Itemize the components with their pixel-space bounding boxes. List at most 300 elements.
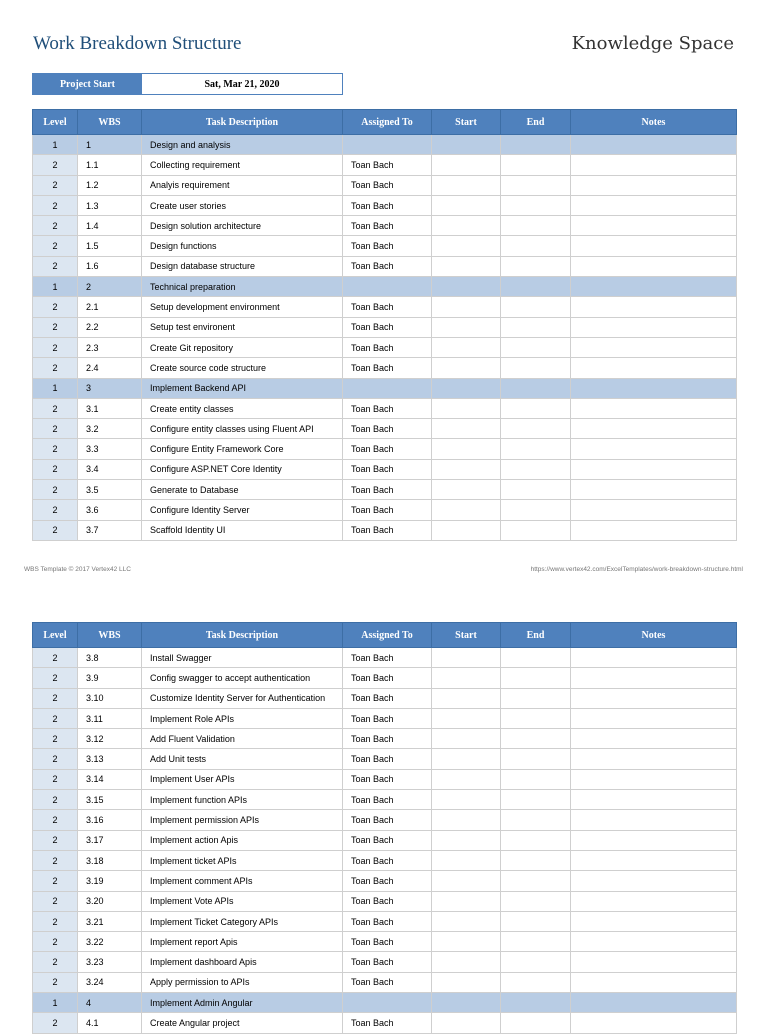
start-cell[interactable]	[432, 729, 501, 749]
wbs-table-page-2	[32, 622, 737, 1034]
notes-cell[interactable]	[571, 459, 737, 479]
end-cell[interactable]	[501, 500, 571, 520]
assigned-to-cell[interactable]: Toan Bach	[343, 830, 432, 850]
level-cell[interactable]: 2	[33, 317, 78, 337]
task-description-cell[interactable]: Create Git repository	[142, 337, 343, 357]
assigned-to-cell[interactable]: Toan Bach	[343, 297, 432, 317]
level-cell[interactable]: 2	[33, 195, 78, 215]
start-cell[interactable]	[432, 871, 501, 891]
end-cell[interactable]	[501, 1013, 571, 1033]
end-cell[interactable]	[501, 648, 571, 668]
notes-cell[interactable]	[571, 810, 737, 830]
level-cell[interactable]: 2	[33, 520, 78, 540]
notes-cell[interactable]	[571, 256, 737, 276]
table-row	[33, 729, 737, 749]
level-cell[interactable]: 2	[33, 810, 78, 830]
table-row	[33, 993, 737, 1013]
assigned-to-cell[interactable]: Toan Bach	[343, 729, 432, 749]
notes-cell[interactable]	[571, 439, 737, 459]
start-cell[interactable]	[432, 993, 501, 1013]
assigned-to-cell[interactable]	[343, 277, 432, 297]
assigned-to-cell[interactable]: Toan Bach	[343, 500, 432, 520]
table-row	[33, 317, 737, 337]
notes-cell[interactable]	[571, 749, 737, 769]
start-cell[interactable]	[432, 175, 501, 195]
wbs-cell[interactable]: 3.17	[78, 830, 142, 850]
end-cell[interactable]	[501, 439, 571, 459]
notes-cell[interactable]	[571, 972, 737, 992]
level-cell[interactable]: 2	[33, 729, 78, 749]
notes-cell[interactable]	[571, 708, 737, 728]
assigned-to-cell[interactable]: Toan Bach	[343, 891, 432, 911]
wbs-cell[interactable]: 2.1	[78, 297, 142, 317]
level-cell[interactable]: 2	[33, 891, 78, 911]
start-cell[interactable]	[432, 850, 501, 870]
start-cell[interactable]	[432, 337, 501, 357]
start-cell[interactable]	[432, 236, 501, 256]
project-start-value[interactable]: Sat, Mar 21, 2020	[204, 78, 280, 90]
wbs-cell[interactable]: 3.8	[78, 648, 142, 668]
task-description-cell[interactable]: Configure Identity Server	[142, 500, 343, 520]
table-row	[33, 135, 737, 155]
start-cell[interactable]	[432, 378, 501, 398]
notes-cell[interactable]	[571, 378, 737, 398]
task-description-cell[interactable]: Implement ticket APIs	[142, 850, 343, 870]
start-cell[interactable]	[432, 911, 501, 931]
footer-url[interactable]: https://www.vertex42.com/ExcelTemplates/work-breakdown-structure.html	[530, 566, 743, 573]
notes-cell[interactable]	[571, 337, 737, 357]
column-header-notes: Notes	[571, 623, 737, 648]
notes-cell[interactable]	[571, 790, 737, 810]
level-cell[interactable]: 2	[33, 972, 78, 992]
end-cell[interactable]	[501, 520, 571, 540]
assigned-to-cell[interactable]: Toan Bach	[343, 419, 432, 439]
task-description-cell[interactable]: Setup development environment	[142, 297, 343, 317]
assigned-to-cell[interactable]: Toan Bach	[343, 459, 432, 479]
wbs-cell[interactable]: 1.2	[78, 175, 142, 195]
end-cell[interactable]	[501, 749, 571, 769]
start-cell[interactable]	[432, 277, 501, 297]
level-cell[interactable]: 1	[33, 378, 78, 398]
assigned-to-cell[interactable]: Toan Bach	[343, 398, 432, 418]
column-header-level: Level	[33, 110, 78, 135]
wbs-cell[interactable]: 2.4	[78, 358, 142, 378]
task-description-cell[interactable]: Design functions	[142, 236, 343, 256]
notes-cell[interactable]	[571, 135, 737, 155]
notes-cell[interactable]	[571, 317, 737, 337]
end-cell[interactable]	[501, 155, 571, 175]
end-cell[interactable]	[501, 729, 571, 749]
start-cell[interactable]	[432, 195, 501, 215]
assigned-to-cell[interactable]: Toan Bach	[343, 480, 432, 500]
notes-cell[interactable]	[571, 1013, 737, 1033]
level-cell[interactable]: 1	[33, 993, 78, 1013]
task-description-cell[interactable]: Implement User APIs	[142, 769, 343, 789]
task-description-cell[interactable]: Add Unit tests	[142, 749, 343, 769]
task-description-cell[interactable]: Implement comment APIs	[142, 871, 343, 891]
assigned-to-cell[interactable]: Toan Bach	[343, 708, 432, 728]
notes-cell[interactable]	[571, 932, 737, 952]
assigned-to-cell[interactable]: Toan Bach	[343, 175, 432, 195]
level-cell[interactable]: 1	[33, 277, 78, 297]
level-cell[interactable]: 2	[33, 480, 78, 500]
assigned-to-cell[interactable]	[343, 378, 432, 398]
task-description-cell[interactable]: Configure Entity Framework Core	[142, 439, 343, 459]
assigned-to-cell[interactable]: Toan Bach	[343, 195, 432, 215]
end-cell[interactable]	[501, 398, 571, 418]
wbs-cell[interactable]: 3	[78, 378, 142, 398]
start-cell[interactable]	[432, 810, 501, 830]
level-cell[interactable]: 2	[33, 749, 78, 769]
wbs-cell[interactable]: 3.1	[78, 398, 142, 418]
level-cell[interactable]: 2	[33, 952, 78, 972]
level-cell[interactable]: 2	[33, 688, 78, 708]
wbs-cell[interactable]: 3.20	[78, 891, 142, 911]
start-cell[interactable]	[432, 216, 501, 236]
column-header-task-description: Task Description	[142, 110, 343, 135]
start-cell[interactable]	[432, 891, 501, 911]
level-cell[interactable]: 2	[33, 419, 78, 439]
task-description-cell[interactable]: Implement Role APIs	[142, 708, 343, 728]
table-row	[33, 337, 737, 357]
wbs-cell[interactable]: 3.10	[78, 688, 142, 708]
task-description-cell[interactable]: Create source code structure	[142, 358, 343, 378]
end-cell[interactable]	[501, 378, 571, 398]
wbs-cell[interactable]: 1.1	[78, 155, 142, 175]
level-cell[interactable]: 2	[33, 500, 78, 520]
task-description-cell[interactable]: Configure ASP.NET Core Identity	[142, 459, 343, 479]
table-row	[33, 708, 737, 728]
level-cell[interactable]: 2	[33, 337, 78, 357]
task-description-cell[interactable]: Implement Ticket Category APIs	[142, 911, 343, 931]
task-description-cell[interactable]: Implement report Apis	[142, 932, 343, 952]
assigned-to-cell[interactable]	[343, 993, 432, 1013]
task-description-cell[interactable]: Implement Backend API	[142, 378, 343, 398]
task-description-cell[interactable]: Design and analysis	[142, 135, 343, 155]
table-row	[33, 378, 737, 398]
end-cell[interactable]	[501, 175, 571, 195]
task-description-cell[interactable]: Customize Identity Server for Authentication	[142, 688, 343, 708]
column-header-assigned-to: Assigned To	[343, 623, 432, 648]
end-cell[interactable]	[501, 668, 571, 688]
notes-cell[interactable]	[571, 175, 737, 195]
end-cell[interactable]	[501, 830, 571, 850]
task-description-cell[interactable]: Implement permission APIs	[142, 810, 343, 830]
start-cell[interactable]	[432, 439, 501, 459]
assigned-to-cell[interactable]: Toan Bach	[343, 358, 432, 378]
level-cell[interactable]: 2	[33, 769, 78, 789]
wbs-cell[interactable]: 3.4	[78, 459, 142, 479]
start-cell[interactable]	[432, 708, 501, 728]
task-description-cell[interactable]: Design solution architecture	[142, 216, 343, 236]
notes-cell[interactable]	[571, 297, 737, 317]
wbs-cell[interactable]: 1.6	[78, 256, 142, 276]
start-cell[interactable]	[432, 1013, 501, 1033]
level-cell[interactable]: 2	[33, 668, 78, 688]
wbs-cell[interactable]: 3.9	[78, 668, 142, 688]
start-cell[interactable]	[432, 932, 501, 952]
assigned-to-cell[interactable]: Toan Bach	[343, 520, 432, 540]
end-cell[interactable]	[501, 708, 571, 728]
notes-cell[interactable]	[571, 358, 737, 378]
notes-cell[interactable]	[571, 236, 737, 256]
notes-cell[interactable]	[571, 195, 737, 215]
start-cell[interactable]	[432, 358, 501, 378]
task-description-cell[interactable]: Scaffold Identity UI	[142, 520, 343, 540]
start-cell[interactable]	[432, 480, 501, 500]
start-cell[interactable]	[432, 972, 501, 992]
level-cell[interactable]: 2	[33, 175, 78, 195]
notes-cell[interactable]	[571, 769, 737, 789]
start-cell[interactable]	[432, 398, 501, 418]
wbs-cell[interactable]: 3.14	[78, 769, 142, 789]
wbs-cell[interactable]: 1	[78, 135, 142, 155]
start-cell[interactable]	[432, 769, 501, 789]
end-cell[interactable]	[501, 911, 571, 931]
end-cell[interactable]	[501, 216, 571, 236]
level-cell[interactable]: 2	[33, 790, 78, 810]
level-cell[interactable]: 2	[33, 708, 78, 728]
assigned-to-cell[interactable]: Toan Bach	[343, 1013, 432, 1033]
start-cell[interactable]	[432, 952, 501, 972]
end-cell[interactable]	[501, 993, 571, 1013]
level-cell[interactable]: 2	[33, 358, 78, 378]
wbs-cell[interactable]: 3.19	[78, 871, 142, 891]
wbs-cell[interactable]: 3.5	[78, 480, 142, 500]
wbs-cell[interactable]: 1.3	[78, 195, 142, 215]
notes-cell[interactable]	[571, 668, 737, 688]
end-cell[interactable]	[501, 871, 571, 891]
column-header-wbs: WBS	[78, 623, 142, 648]
notes-cell[interactable]	[571, 952, 737, 972]
task-description-cell[interactable]: Implement Vote APIs	[142, 891, 343, 911]
start-cell[interactable]	[432, 648, 501, 668]
assigned-to-cell[interactable]: Toan Bach	[343, 871, 432, 891]
wbs-cell[interactable]: 3.16	[78, 810, 142, 830]
column-header-level: Level	[33, 623, 78, 648]
wbs-cell[interactable]: 2	[78, 277, 142, 297]
level-cell[interactable]: 2	[33, 850, 78, 870]
column-header-end: End	[501, 110, 571, 135]
end-cell[interactable]	[501, 891, 571, 911]
notes-cell[interactable]	[571, 155, 737, 175]
end-cell[interactable]	[501, 256, 571, 276]
assigned-to-cell[interactable]: Toan Bach	[343, 688, 432, 708]
task-description-cell[interactable]: Setup test environent	[142, 317, 343, 337]
end-cell[interactable]	[501, 952, 571, 972]
end-cell[interactable]	[501, 972, 571, 992]
assigned-to-cell[interactable]: Toan Bach	[343, 155, 432, 175]
task-description-cell[interactable]: Add Fluent Validation	[142, 729, 343, 749]
wbs-cell[interactable]: 3.22	[78, 932, 142, 952]
end-cell[interactable]	[501, 850, 571, 870]
notes-cell[interactable]	[571, 830, 737, 850]
start-cell[interactable]	[432, 135, 501, 155]
notes-cell[interactable]	[571, 911, 737, 931]
task-description-cell[interactable]: Create Angular project	[142, 1013, 343, 1033]
start-cell[interactable]	[432, 317, 501, 337]
table-row	[33, 398, 737, 418]
assigned-to-cell[interactable]: Toan Bach	[343, 236, 432, 256]
notes-cell[interactable]	[571, 871, 737, 891]
notes-cell[interactable]	[571, 729, 737, 749]
assigned-to-cell[interactable]: Toan Bach	[343, 317, 432, 337]
table-row	[33, 830, 737, 850]
level-cell[interactable]: 2	[33, 932, 78, 952]
end-cell[interactable]	[501, 810, 571, 830]
start-cell[interactable]	[432, 419, 501, 439]
start-cell[interactable]	[432, 520, 501, 540]
task-description-cell[interactable]: Analyis requirement	[142, 175, 343, 195]
end-cell[interactable]	[501, 195, 571, 215]
level-cell[interactable]: 2	[33, 648, 78, 668]
task-description-cell[interactable]: Install Swagger	[142, 648, 343, 668]
assigned-to-cell[interactable]: Toan Bach	[343, 972, 432, 992]
notes-cell[interactable]	[571, 891, 737, 911]
start-cell[interactable]	[432, 459, 501, 479]
assigned-to-cell[interactable]: Toan Bach	[343, 810, 432, 830]
end-cell[interactable]	[501, 459, 571, 479]
level-cell[interactable]: 2	[33, 459, 78, 479]
wbs-cell[interactable]: 1.4	[78, 216, 142, 236]
task-description-cell[interactable]: Generate to Database	[142, 480, 343, 500]
level-cell[interactable]: 2	[33, 155, 78, 175]
task-description-cell[interactable]: Technical preparation	[142, 277, 343, 297]
notes-cell[interactable]	[571, 398, 737, 418]
task-description-cell[interactable]: Collecting requirement	[142, 155, 343, 175]
assigned-to-cell[interactable]: Toan Bach	[343, 790, 432, 810]
assigned-to-cell[interactable]: Toan Bach	[343, 850, 432, 870]
notes-cell[interactable]	[571, 216, 737, 236]
end-cell[interactable]	[501, 297, 571, 317]
level-cell[interactable]: 2	[33, 871, 78, 891]
assigned-to-cell[interactable]: Toan Bach	[343, 952, 432, 972]
task-description-cell[interactable]: Implement dashboard Apis	[142, 952, 343, 972]
level-cell[interactable]: 2	[33, 830, 78, 850]
wbs-cell[interactable]: 3.6	[78, 500, 142, 520]
assigned-to-cell[interactable]: Toan Bach	[343, 648, 432, 668]
level-cell[interactable]: 2	[33, 236, 78, 256]
wbs-cell[interactable]: 3.23	[78, 952, 142, 972]
wbs-cell[interactable]: 4	[78, 993, 142, 1013]
assigned-to-cell[interactable]: Toan Bach	[343, 439, 432, 459]
end-cell[interactable]	[501, 277, 571, 297]
start-cell[interactable]	[432, 830, 501, 850]
start-cell[interactable]	[432, 500, 501, 520]
end-cell[interactable]	[501, 337, 571, 357]
wbs-cell[interactable]: 3.7	[78, 520, 142, 540]
task-description-cell[interactable]: Design database structure	[142, 256, 343, 276]
assigned-to-cell[interactable]: Toan Bach	[343, 256, 432, 276]
end-cell[interactable]	[501, 135, 571, 155]
wbs-cell[interactable]: 3.3	[78, 439, 142, 459]
task-description-cell[interactable]: Create user stories	[142, 195, 343, 215]
assigned-to-cell[interactable]: Toan Bach	[343, 769, 432, 789]
task-description-cell[interactable]: Apply permission to APIs	[142, 972, 343, 992]
start-cell[interactable]	[432, 155, 501, 175]
table-row	[33, 236, 737, 256]
end-cell[interactable]	[501, 236, 571, 256]
wbs-cell[interactable]: 3.18	[78, 850, 142, 870]
start-cell[interactable]	[432, 790, 501, 810]
wbs-cell[interactable]: 3.21	[78, 911, 142, 931]
table-row	[33, 749, 737, 769]
wbs-cell[interactable]: 3.12	[78, 729, 142, 749]
start-cell[interactable]	[432, 668, 501, 688]
end-cell[interactable]	[501, 932, 571, 952]
start-cell[interactable]	[432, 297, 501, 317]
level-cell[interactable]: 2	[33, 216, 78, 236]
end-cell[interactable]	[501, 688, 571, 708]
brand-name: Knowledge Space	[571, 33, 734, 54]
table-row	[33, 648, 737, 668]
notes-cell[interactable]	[571, 419, 737, 439]
end-cell[interactable]	[501, 769, 571, 789]
notes-cell[interactable]	[571, 850, 737, 870]
task-description-cell[interactable]: Create entity classes	[142, 398, 343, 418]
end-cell[interactable]	[501, 419, 571, 439]
wbs-cell[interactable]: 4.1	[78, 1013, 142, 1033]
wbs-cell[interactable]: 2.2	[78, 317, 142, 337]
wbs-cell[interactable]: 3.24	[78, 972, 142, 992]
start-cell[interactable]	[432, 749, 501, 769]
notes-cell[interactable]	[571, 688, 737, 708]
start-cell[interactable]	[432, 256, 501, 276]
notes-cell[interactable]	[571, 277, 737, 297]
level-cell[interactable]: 2	[33, 297, 78, 317]
task-description-cell[interactable]: Config swagger to accept authentication	[142, 668, 343, 688]
end-cell[interactable]	[501, 790, 571, 810]
assigned-to-cell[interactable]: Toan Bach	[343, 337, 432, 357]
wbs-cell[interactable]: 3.11	[78, 708, 142, 728]
table-row	[33, 155, 737, 175]
assigned-to-cell[interactable]: Toan Bach	[343, 932, 432, 952]
notes-cell[interactable]	[571, 480, 737, 500]
end-cell[interactable]	[501, 358, 571, 378]
level-cell[interactable]: 2	[33, 256, 78, 276]
end-cell[interactable]	[501, 480, 571, 500]
level-cell[interactable]: 2	[33, 911, 78, 931]
level-cell[interactable]: 1	[33, 135, 78, 155]
task-description-cell[interactable]: Implement function APIs	[142, 790, 343, 810]
task-description-cell[interactable]: Configure entity classes using Fluent API	[142, 419, 343, 439]
level-cell[interactable]: 2	[33, 439, 78, 459]
table-row	[33, 871, 737, 891]
wbs-cell[interactable]: 2.3	[78, 337, 142, 357]
assigned-to-cell[interactable]	[343, 135, 432, 155]
notes-cell[interactable]	[571, 648, 737, 668]
assigned-to-cell[interactable]: Toan Bach	[343, 668, 432, 688]
task-description-cell[interactable]: Implement Admin Angular	[142, 993, 343, 1013]
notes-cell[interactable]	[571, 520, 737, 540]
notes-cell[interactable]	[571, 993, 737, 1013]
table-row	[33, 911, 737, 931]
level-cell[interactable]: 2	[33, 1013, 78, 1033]
wbs-cell[interactable]: 3.2	[78, 419, 142, 439]
wbs-cell[interactable]: 3.15	[78, 790, 142, 810]
assigned-to-cell[interactable]: Toan Bach	[343, 749, 432, 769]
end-cell[interactable]	[501, 317, 571, 337]
wbs-cell[interactable]: 3.13	[78, 749, 142, 769]
level-cell[interactable]: 2	[33, 398, 78, 418]
start-cell[interactable]	[432, 688, 501, 708]
wbs-cell[interactable]: 1.5	[78, 236, 142, 256]
notes-cell[interactable]	[571, 500, 737, 520]
assigned-to-cell[interactable]: Toan Bach	[343, 911, 432, 931]
assigned-to-cell[interactable]: Toan Bach	[343, 216, 432, 236]
table-row	[33, 195, 737, 215]
task-description-cell[interactable]: Implement action Apis	[142, 830, 343, 850]
